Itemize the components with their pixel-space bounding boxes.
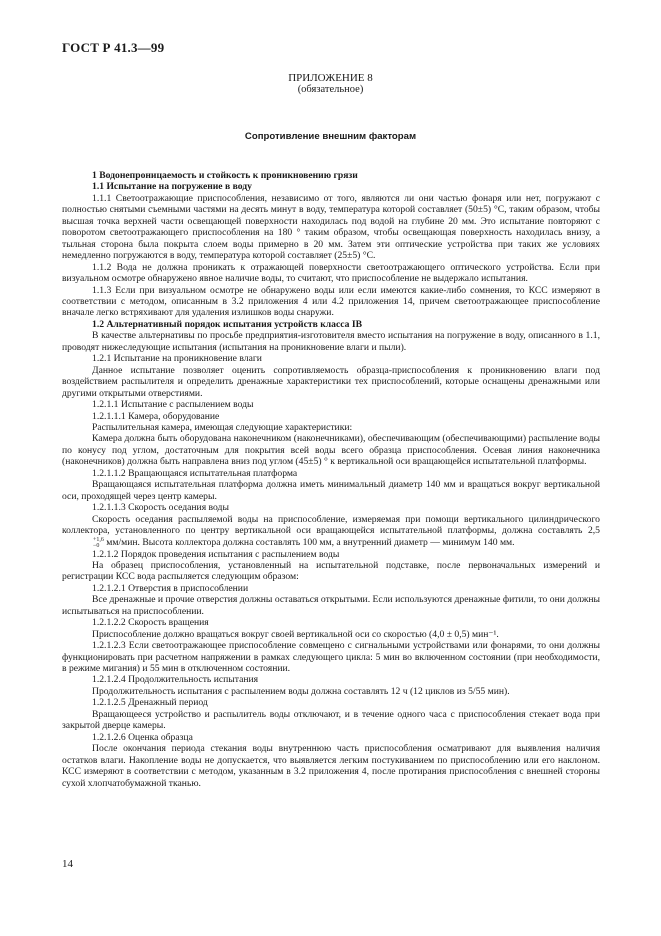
paragraph: 1.2.1.1.1 Камера, оборудование — [92, 410, 220, 422]
paragraph: 1.2.1.2 Порядок проведения испытания с распылением воды — [92, 548, 340, 560]
section-heading: 1.1 Испытание на погружение в воду — [92, 181, 252, 193]
paragraph: 1.2.1.1.2 Вращающаяся испытательная платформа — [92, 467, 298, 479]
paragraph: 1.1.2 Вода не должна проникать к отражающей поверхности светоотражающего оптического устройства. Если при визуальном осмотре обнаружено явное наличие воды, то считают, что приспособление не выдержало испытания. — [62, 261, 600, 285]
paragraph: 1.2.1.2.2 Скорость вращения — [92, 617, 209, 629]
paragraph: Продолжительность испытания с распылением воды должна составлять 12 ч (12 циклов из 5/55 мин). — [92, 685, 510, 697]
paragraph: 1.1.1 Светоотражающие приспособления, независимо от того, являются ли они частью фонаря или нет, погружают с полностью снятыми съемными частями на десять минут в воду, температура которой составляет (50±5) °С, таким образом, чтобы высшая точка верхней части освещающей поверхности находилась под водой на глубине 20 мм. Это испытание повторяют с поворотом светоотражающего приспособления на 180 ° таким образом, чтобы освещающая поверхность находилась внизу, а тыльная сторона была покрыта слоем воды примерно в 20 мм. Затем эти оптические устройства при таких же условиях немедленно погружаются в воду, температура которой составляет (25±5) °С. — [62, 192, 600, 262]
section-heading: 1 Водонепроницаемость и стойкость к проникновению грязи — [92, 170, 358, 181]
paragraph: 1.2.1 Испытание на проникновение влаги — [92, 353, 262, 365]
paragraph: Вращающееся устройство и распылитель воды отключают, и в течение одного часа с приспособления стекает вода при закрытой дверце камеры. — [62, 708, 600, 732]
paragraph: 1.2.1.1 Испытание с распылением воды — [92, 399, 254, 411]
annex-heading — [0, 72, 661, 96]
page-number: 14 — [62, 858, 73, 870]
paragraph: Вращающаяся испытательная платформа должна иметь минимальный диаметр 140 мм и вращаться вокруг вертикальной оси, проходящей через центр камеры. — [62, 479, 600, 502]
paragraph-text-start: Скорость оседания распыляемой воды на приспособление, измеряемая при помощи вертикального цилиндрического коллектора, установленного по центру вертикальной оси вращающейся испытательной платформы, должна составлять 2,5 — [62, 513, 600, 537]
tolerance-lower: −0 — [93, 542, 100, 549]
document-code-header: ГОСТ Р 41.3—99 — [62, 40, 165, 55]
tolerance-upper: +1,6 — [93, 536, 104, 543]
paragraph: Данное испытание позволяет оценить сопротивляемость образца-приспособления к проникновению влаги под воздействием распылителя и определить дренажные характеристики тех приспособлений, которые оснащены дренажными или другими открытыми отверстиями. — [62, 364, 600, 399]
paragraph: 1.2.1.2.6 Оценка образца — [92, 731, 193, 743]
paragraph: 1.2.1.2.5 Дренажный период — [92, 697, 208, 709]
section-heading: 1.2 Альтернативный порядок испытания устройств класса IB — [92, 318, 363, 330]
paragraph: 1.2.1.2.3 Если светоотражающее приспособление совмещено с сигнальными устройствами или фонарями, то они должны функционировать при расчетном напряжении в рамках следующего цикла: 5 мин во включенном состоянии (при необходимости, в режиме мигания) и 55 мин в отключенном состоянии. — [62, 640, 600, 675]
annex-title: ПРИЛОЖЕНИЕ 8 — [288, 72, 373, 84]
document-body — [62, 170, 600, 789]
paragraph: Камера должна быть оборудована наконечником (наконечниками), обеспечивающим (обеспечивающими) распыление воды по конусу под углом, достаточным для покрытия всей воды всего образца приспособления. Осевая линия наконечника (наконечников) должна быть направлена вниз под углом (45±5) ° к вертикальной оси вращающейся испытательной платформы. — [62, 433, 600, 468]
paragraph-text-end: мм/мин. Высота коллектора должна составлять 100 мм, а внутренний диаметр — минимум 140 мм. — [103, 536, 515, 548]
section-title: Сопротивление внешним факторам — [244, 131, 417, 142]
paragraph: На образец приспособления, установленный на испытательной подставке, после первоначальных измерений и регистрации КСС вода распыляется следующим образом: — [62, 559, 600, 583]
paragraph: 1.2.1.2.1 Отверстия в приспособлении — [92, 582, 249, 594]
paragraph: Распылительная камера, имеющая следующие характеристики: — [92, 421, 353, 433]
tolerance-fraction — [63, 537, 104, 549]
paragraph: Приспособление должно вращаться вокруг своей вертикальной оси со скоростью (4,0 ± 0,5) мин⁻¹. — [92, 628, 499, 640]
paragraph: После окончания периода стекания воды внутреннюю часть приспособления осматривают для выявления наличия остатков влаги. Накопление воды не допускается, что выявляется легким постукиванием по приспособлению или его наклоном. КСС измеряют в соответствии с методом, указанным в 3.2 приложения 4, после протирания приспособления с внешней стороны сухой хлопчатобумажной тканью. — [62, 743, 600, 789]
paragraph — [62, 514, 600, 549]
paragraph: Все дренажные и прочие отверстия должны оставаться открытыми. Если используются дренажные фитили, то они должны испытываться на приспособлении. — [62, 594, 600, 617]
paragraph: 1.2.1.2.4 Продолжительность испытания — [92, 674, 259, 686]
paragraph: 1.1.3 Если при визуальном осмотре не обнаружено воды или если имеются какие-либо сомнения, то КСС измеряют в соответствии с методом, описанным в 3.2 приложения 4 или 4.2 приложения 14, причем светоотражающее приспособление вначале легко встряхивают для удаления излишков воды снаружи. — [62, 284, 600, 319]
paragraph: В качестве альтернативы по просьбе предприятия-изготовителя вместо испытания на погружение в воду, описанного в 1.1, проводят нижеследующие испытания (испытания на проникновение влаги и пыли). — [62, 330, 600, 353]
paragraph: 1.2.1.1.3 Скорость оседания воды — [92, 502, 229, 514]
annex-status: (обязательное) — [297, 84, 364, 95]
